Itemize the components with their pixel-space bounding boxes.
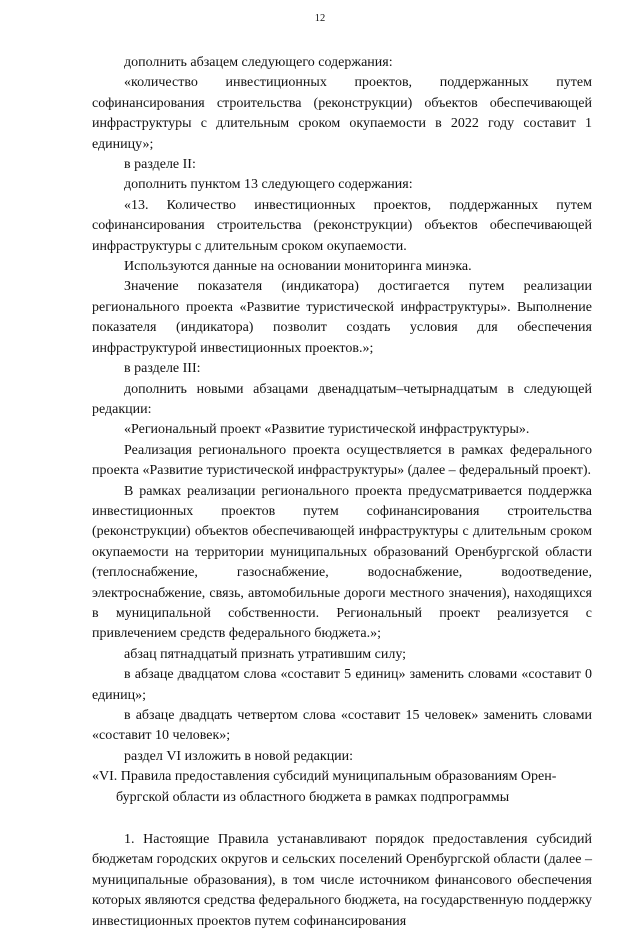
paragraph: «13. Количество инвестиционных проектов, поддержанных путем софинансирования строительства (реконструкции) объектов обеспечивающей инфраструктуры с длительным сроком окупаемости.	[92, 197, 592, 254]
paragraph: «количество инвестиционных проектов, поддержанных путем софинансирования строительства (реконструкции) объектов обеспечивающей инфраструктуры с длительным сроком окупаемости в 2022 году составит 1 единицу»;	[92, 75, 592, 152]
paragraph: в абзаце двадцатом слова «составит 5 единиц» заменить словами «составит 0 единиц»;	[92, 667, 592, 703]
paragraph: дополнить абзацем следующего содержания:	[124, 55, 393, 70]
paragraph: «Региональный проект «Развитие туристической инфраструктуры».	[124, 422, 530, 438]
paragraph: дополнить пунктом 13 следующего содержания:	[124, 177, 413, 193]
paragraph: в абзаце двадцать четвертом слова «составит 15 человек» заменить словами «составит 10 человек»;	[92, 708, 592, 744]
paragraph: в разделе III:	[124, 361, 201, 377]
paragraph: В рамках реализации регионального проекта предусматривается поддержка инвестиционных проектов путем софинансирования строительства (реконструкции) объектов обеспечивающей инфраструктуры с длительным сроком окупаемости на территории муниципальных образований Оренбургской области (теплоснабжение, газоснабжение, водоснабжение, водоотведение, электроснабжение, связь, автомобильные дороги местного значения), находящихся в муниципальной собственности. Региональный проект реализуется с привлечением средств федерального бюджета.»;	[92, 483, 592, 642]
paragraph: Значение показателя (индикатора) достигается путем реализации регионального проекта «Развитие туристической инфраструктуры». Выполнение показателя (индикатора) позволит создать условия для обеспечения инфраструктурой инвестиционных проектов.»;	[92, 279, 592, 356]
paragraph: в разделе II:	[124, 157, 196, 173]
paragraph: Используются данные на основании мониторинга минэка.	[124, 259, 472, 275]
closing-paragraph: 1. Настоящие Правила устанавливают порядок предоставления субсидий бюджетам городских округов и сельских поселений Оренбургской области (далее – муниципальные образования), в том числе источником финансового обеспечения которых являются средства федерального бюджета, на государственную поддержку инвестиционных проектов путем софинансирования	[92, 832, 592, 929]
document-body	[92, 53, 592, 932]
section-heading-rest: бургской области из областного бюджета в рамках подпрограммы	[116, 789, 510, 805]
paragraph: дополнить новыми абзацами двенадцатым–четырнадцатым в следующей редакции:	[92, 381, 592, 417]
section-heading-first-line: «VI. Правила предоставления субсидий муниципальным образованиям Орен-	[92, 769, 557, 785]
section-heading	[92, 767, 592, 808]
paragraph: Реализация регионального проекта осуществляется в рамках федерального проекта «Развитие туристической инфраструктуры» (далее – федеральный проект).	[92, 442, 592, 479]
paragraph: абзац пятнадцатый признать утратившим силу;	[124, 646, 407, 662]
page-number: 12	[314, 13, 326, 24]
paragraph: раздел VI изложить в новой редакции:	[124, 748, 354, 764]
